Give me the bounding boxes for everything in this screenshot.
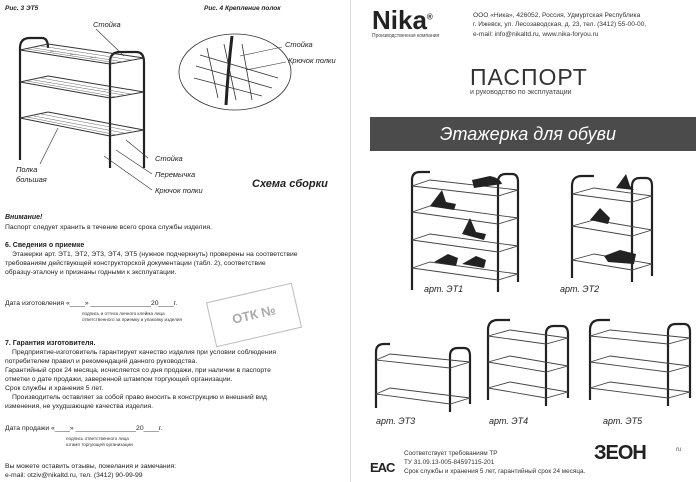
section-7-line5: Срок службы и хранения 5 лет. bbox=[5, 385, 104, 392]
label-art-et1: арт. ЭТ1 bbox=[424, 284, 464, 294]
section-7-line2: потребителем правил и рекомендаций данного руководства. bbox=[5, 358, 198, 365]
section-7-heading: 7. Гарантия изготовителя. bbox=[5, 340, 96, 347]
sign-note-1: подпись и оттиск личного клейма лица bbox=[82, 311, 165, 316]
fig4-caption: Рис. 4 Крепление полок bbox=[204, 5, 281, 12]
section-7-line6: Производитель оставляет за собой право вносить в конструкцию и внешний вид bbox=[12, 394, 267, 401]
section-6-line2: требованиям действующей конструкторской документации (табл. 2), соответствие bbox=[5, 260, 266, 267]
section-6-line3: образцу-эталону и признаны годными к эксплуатации. bbox=[5, 269, 177, 276]
logo-subtitle: Производственная компания bbox=[372, 33, 440, 39]
label-art-et2: арт. ЭТ2 bbox=[560, 284, 600, 294]
section-6-line1: Этажерки арт. ЭТ1, ЭТ2, ЭТ3, ЭТ4, ЭТ5 (нужное подчеркнуть) проверены на соответствие bbox=[12, 251, 298, 258]
label-stoika-bottom: Стойка bbox=[155, 154, 183, 163]
nika-logo: Nika® bbox=[372, 5, 433, 35]
manufacture-date-line: Дата изготовления «____» ________________20____г. bbox=[5, 300, 178, 307]
sale-note-2: штамп торгующей организации bbox=[66, 442, 133, 447]
label-art-et4: арт. ЭТ4 bbox=[489, 416, 529, 426]
label-art-et3: арт. ЭТ3 bbox=[376, 416, 416, 426]
label-art-et5: арт. ЭТ5 bbox=[603, 416, 643, 426]
label-polka-bolshaya: большая bbox=[16, 175, 47, 184]
sale-note-1: подпись ответственного лица bbox=[66, 436, 129, 441]
attention-heading: Внимание! bbox=[5, 214, 43, 221]
feedback-line-2: e-mail: otziv@nikaltd.ru, тел. (3412) 90-99-99 bbox=[5, 472, 143, 479]
label-kryuchok-polki: Крючок полки bbox=[155, 186, 203, 195]
section-7-line4: отметки о дате продажи, заверенной штампом торгующей организации. bbox=[5, 376, 233, 383]
label-polka: Полка bbox=[16, 165, 38, 174]
label-fig4-kryuchok: Крючок полки bbox=[288, 56, 336, 65]
zeon-watermark: ЗЕОН bbox=[594, 442, 646, 464]
label-stoika-top: Стойка bbox=[93, 20, 121, 29]
section-7-line1: Предприятие-изготовитель гарантирует качество изделия при условии соблюдения bbox=[12, 349, 277, 356]
company-address: ООО «Ника», 426052, Россия, Удмуртская Республика г. Ижевск, ул. Лесозаводская, д. 23, тел. (3412) 55-00-00, e-mail: info@nikaltd.ru, www.nika-foryou.ru bbox=[473, 12, 647, 38]
passport-subtitle: и руководство по эксплуатации bbox=[470, 89, 572, 96]
section-6-heading: 6. Сведения о приемке bbox=[5, 242, 85, 249]
section-7-line7: изменения, не ухудшающие качества изделия. bbox=[5, 403, 154, 410]
label-peremychka: Перемычка bbox=[155, 170, 196, 179]
product-banner: Этажерка для обуви bbox=[370, 117, 696, 151]
product-illustrations bbox=[350, 150, 700, 450]
label-fig4-stoika: Стойка bbox=[285, 40, 313, 49]
eac-mark: EAC bbox=[370, 460, 395, 475]
passport-title: ПАСПОРТ bbox=[470, 64, 588, 90]
zeon-watermark-suffix: ru bbox=[676, 447, 682, 453]
scheme-title: Схема сборки bbox=[252, 178, 328, 190]
sign-note-2: ответственного за приемку и упаковку изделия bbox=[82, 317, 182, 322]
certification-text: Соответствует требованиям ТР ТУ 31.09.13-005-84597115-201 Срок службы и хранения 5 лет, гарантийный срок 24 месяца. bbox=[404, 450, 586, 475]
sale-date-line: Дата продажи «____» ________________20____г. bbox=[5, 425, 163, 432]
feedback-line-1: Вы можете оставить отзывы, пожелания и замечания: bbox=[5, 463, 177, 470]
section-7-line3: Гарантийный срок 24 месяца, исчисляется со дня продажи, при наличии в паспорте bbox=[5, 367, 271, 374]
attention-text: Паспорт следует хранить в течение всего срока службы изделия. bbox=[5, 224, 212, 231]
otk-stamp: ОТК № bbox=[206, 283, 302, 348]
fig3-caption: Рис. 3 ЭТ5 bbox=[5, 5, 39, 12]
